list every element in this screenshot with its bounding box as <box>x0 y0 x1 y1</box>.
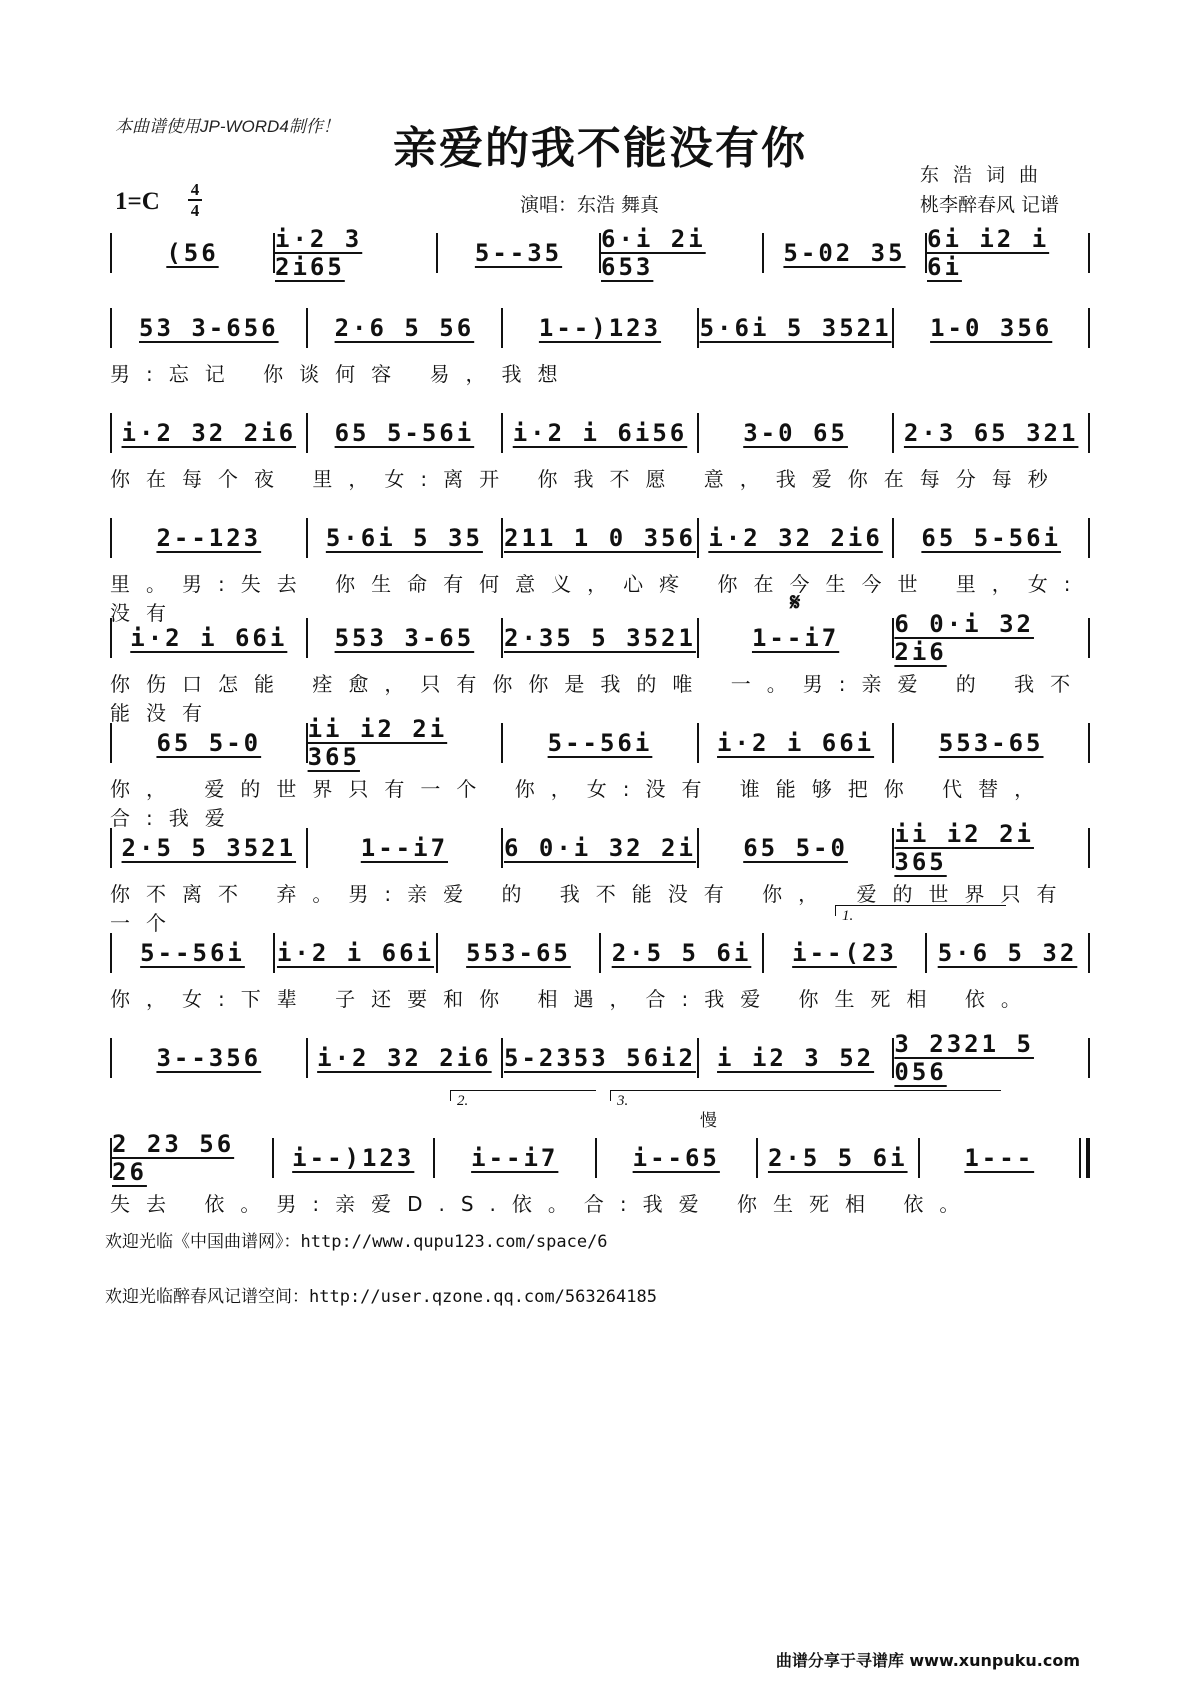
measure: 2·3 65 321 <box>903 419 1079 447</box>
measure: i--i7 <box>471 1144 559 1172</box>
measure: 5--35 <box>474 239 563 267</box>
lyrics-line: 里。男:失去 你生命有何意义，心疼 你在今生今世 里，女:没有 <box>110 572 1087 625</box>
measure: ii i2 2i 365 <box>307 715 448 771</box>
score-system <box>110 500 1090 625</box>
measure: i·2 i 6i56 <box>512 419 688 447</box>
time-bottom: 4 <box>190 201 200 220</box>
measure: i·2 i 66i <box>717 729 875 757</box>
measure: 211 1 0 356 <box>504 524 696 552</box>
measure: i--65 <box>632 1144 720 1172</box>
lyrics-line: 你伤口怎能 痊愈，只有你你是我的唯 一。男:亲爱 的 我不能没有 <box>110 672 1087 725</box>
lyrics-line: 你，女:下辈 子还要和你 相遇，合:我爱 你生死相 依。 <box>110 987 1037 1011</box>
time-top: 4 <box>190 180 200 199</box>
ending-bracket-2 <box>450 1090 596 1101</box>
barline <box>1088 1038 1090 1078</box>
tempo-slow: 慢 <box>700 1111 717 1131</box>
measure: 1--)123 <box>538 314 662 342</box>
measure: 3-0 65 <box>743 419 848 447</box>
measure: i·2 3 2i65 <box>275 225 363 281</box>
lyrics-line: 男:忘记 你谈何容 易，我想 <box>110 362 574 386</box>
barline <box>1088 828 1090 868</box>
notes-row <box>110 413 1090 453</box>
score-system <box>110 395 1090 491</box>
barline <box>1088 723 1090 763</box>
notes-row <box>110 225 1090 281</box>
measure: 2·35 5 3521 <box>504 624 696 652</box>
lyrics-line: 你在每个夜 里，女:离开 你我不愿 意，我爱你在每分每秒 <box>110 467 1064 491</box>
measure: 6 0·i 32 2i <box>504 834 696 862</box>
measure: 1--- <box>964 1144 1035 1172</box>
lyrics-line: 失去 依。男:亲爱D.S.依。合:我爱 你生死相 依。 <box>110 1192 976 1216</box>
measure: 553 3-65 <box>334 624 475 652</box>
measure: 65 5-56i <box>921 524 1061 552</box>
time-signature <box>188 180 202 220</box>
singers: 演唱：东浩 舞真 <box>520 194 660 216</box>
measure: i--(23 <box>792 939 897 967</box>
measure: 1--i7 <box>360 834 449 862</box>
measure: i·2 32 2i6 <box>317 1044 492 1072</box>
barline <box>1088 518 1090 558</box>
lyrics-line: 你不离不 弃。男:亲爱 的 我不能没有 你， 爱的世界只有一个 <box>110 882 1073 935</box>
barline <box>1088 308 1090 348</box>
measure: 5--56i <box>140 939 245 967</box>
measure: 1--i7 <box>751 624 840 652</box>
measure: 6i i2 i 6i <box>927 225 1050 281</box>
link-qupu[interactable]: 欢迎光临《中国曲谱网》：http://www.qupu123.com/space/6 <box>105 1232 608 1252</box>
measure: i·2 i 66i <box>130 624 288 652</box>
song-title: 亲爱的我不能没有你 <box>393 123 807 174</box>
barline <box>1088 233 1090 273</box>
measure: 2·5 5 3521 <box>121 834 297 862</box>
measure: 2·6 5 56 <box>334 314 475 342</box>
link-qzone[interactable]: 欢迎光临醉春风记谱空间：http://user.qzone.qq.com/563264185 <box>105 1287 657 1307</box>
ending-bracket-3 <box>610 1090 1001 1101</box>
score-system <box>110 915 1090 1011</box>
ending-label-1: 1. <box>842 908 854 924</box>
measure: i i2 3 52 <box>717 1044 875 1072</box>
notes-row <box>110 1130 1090 1186</box>
score-system <box>110 1120 1090 1216</box>
barline <box>1088 618 1090 658</box>
score-system <box>110 810 1090 935</box>
measure: 5-02 35 <box>783 239 906 267</box>
measure: 5·6 5 32 <box>937 939 1078 967</box>
measure: i·2 32 2i6 <box>708 524 883 552</box>
ending-label-2: 2. <box>457 1093 469 1109</box>
ending-bracket-1 <box>835 905 1006 916</box>
barline <box>1088 933 1090 973</box>
measure: 5·6i 5 35 <box>325 524 483 552</box>
lyrics-line: 你， 爱的世界只有一个 你，女:没有 谁能够把你 代替，合:我爱 <box>110 777 1051 830</box>
segno-sign: 𝄋 <box>790 588 801 616</box>
measure: 553-65 <box>466 939 571 967</box>
transcriber: 桃李醉春风 记谱 <box>920 194 1060 216</box>
measure: 553-65 <box>938 729 1044 757</box>
footer-source: 曲谱分享于寻谱库 www.xunpuku.com <box>775 1651 1080 1670</box>
barline <box>1088 413 1090 453</box>
measure: 2·5 5 6i <box>611 939 752 967</box>
barline <box>1079 1138 1090 1178</box>
score-system <box>110 290 1090 386</box>
measure: 65 5-0 <box>156 729 262 757</box>
notes-row <box>110 933 1090 973</box>
measure: 65 5-0 <box>743 834 848 862</box>
notes-row <box>110 518 1090 558</box>
measure: 1-0 356 <box>930 314 1053 342</box>
score-system <box>110 600 1090 725</box>
measure: i·2 i 66i <box>276 939 435 967</box>
measure: 5·6i 5 3521 <box>699 314 892 342</box>
measure: 6·i 2i 653 <box>601 225 706 281</box>
measure: 2--123 <box>156 524 262 552</box>
notes-row <box>110 308 1090 348</box>
measure: i·2 32 2i6 <box>121 419 297 447</box>
measure: (56 <box>166 239 219 267</box>
measure: 5-2353 56i2 <box>504 1044 696 1072</box>
notes-row <box>110 820 1090 876</box>
measure: 3 2321 5 056 <box>894 1030 1034 1086</box>
notes-row <box>110 1030 1090 1086</box>
credit-note: 本曲谱使用JP-WORD4制作！ <box>115 117 340 136</box>
notes-row <box>110 610 1090 666</box>
key-signature: 1=C <box>115 188 160 215</box>
measure: 5--56i <box>547 729 653 757</box>
ending-label-3: 3. <box>617 1093 629 1109</box>
measure: 3--356 <box>156 1044 262 1072</box>
measure: ii i2 2i 365 <box>894 820 1034 876</box>
measure: i--)123 <box>292 1144 415 1172</box>
measure: 2·5 5 6i <box>767 1144 908 1172</box>
measure: 65 5-56i <box>334 419 475 447</box>
measure: 53 3-656 <box>139 314 279 342</box>
score-system <box>110 705 1090 830</box>
measure: 2 23 56 26 <box>112 1130 235 1186</box>
composer: 东浩词曲 <box>920 164 1053 186</box>
measure: 6 0·i 32 2i6 <box>894 610 1034 666</box>
notes-row <box>110 715 1090 771</box>
